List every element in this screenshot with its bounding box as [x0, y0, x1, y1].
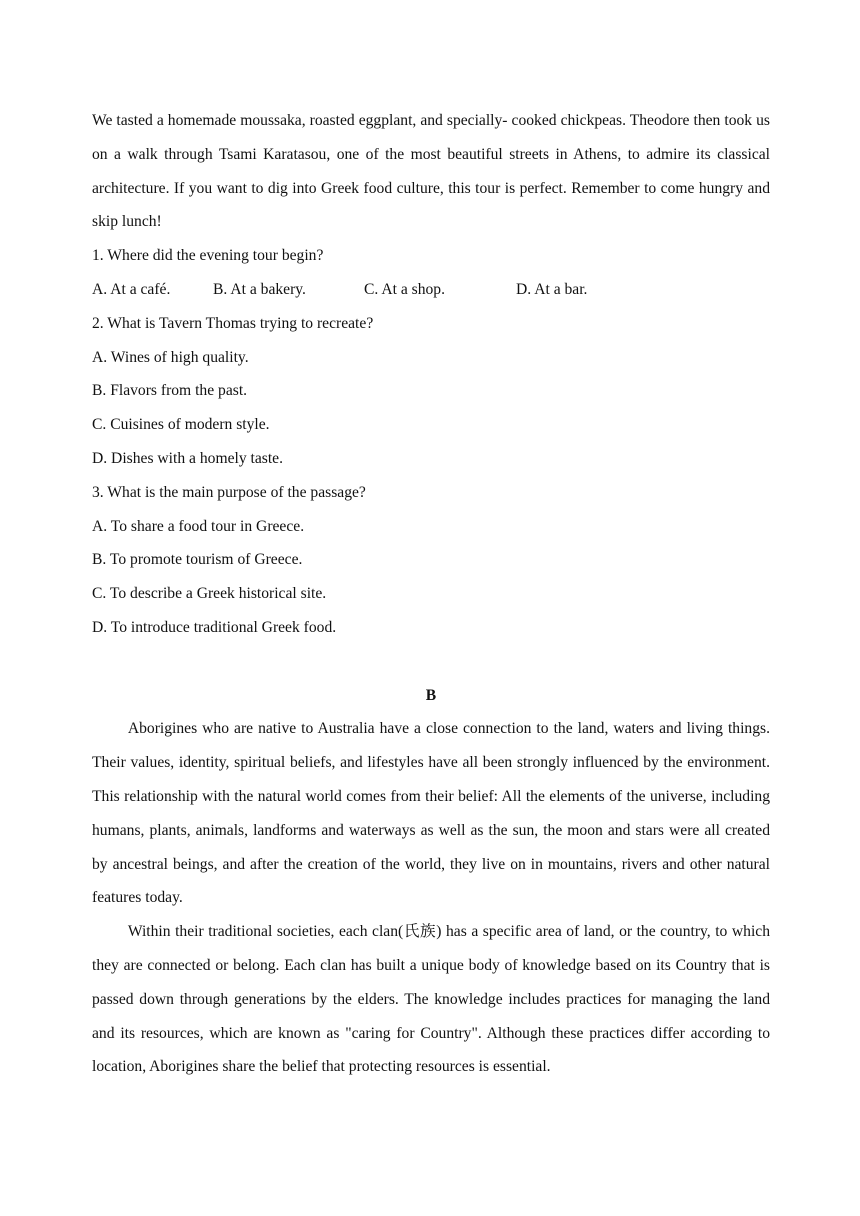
question-stem: 1. Where did the evening tour begin? [92, 247, 324, 265]
option-b: B. At a bakery. [213, 280, 306, 298]
section-b-paragraph-1: Aborigines who are native to Australia have a close connection to the land, waters and living things. Their values, identity, spiritual beliefs, and lifestyles have all been strongly influenced by the environment. This relationship with the natural world comes from their belief: All the elements of the universe, including humans, plants, animals, landforms and waterways as well as the sun, the moon and stars were all created by ancestral beings, and after the creation of the world, they live on in mountains, rivers and other natural features today. [92, 720, 770, 907]
question-options [92, 273, 770, 307]
option-c: C. To describe a Greek historical site. [92, 585, 327, 603]
option-d: D. To introduce traditional Greek food. [92, 618, 337, 636]
section-b-title: B [425, 686, 437, 704]
question-stem: 3. What is the main purpose of the passage? [92, 483, 366, 501]
passage-a-ending: We tasted a homemade moussaka, roasted eggplant, and specially- cooked chickpeas. Theodore then took us on a walk through Tsami Karatasou, one of the most beautiful streets in Athens, to admire its classical architecture. If you want to dig into Greek food culture, this tour is perfect. Remember to come hungry and skip lunch! [92, 112, 770, 231]
option-d: D. At a bar. [516, 280, 588, 298]
question-2 [92, 307, 770, 476]
section-b-paragraph-2: Within their traditional societies, each clan(氏族) has a specific area of land, or the country, to which they are connected or belong. Each clan has built a unique body of knowledge based on its Country that is passed down through generations by the elders. The knowledge includes practices for managing the land and its resources, which are known as "caring for Country". Although these practices differ according to location, Aborigines share the belief that protecting resources is essential. [92, 923, 770, 1076]
option-c: C. At a shop. [364, 280, 446, 298]
option-c: C. Cuisines of modern style. [92, 416, 270, 434]
question-3 [92, 476, 770, 645]
option-b: B. Flavors from the past. [92, 382, 248, 400]
option-a: A. Wines of high quality. [92, 348, 249, 366]
option-b: B. To promote tourism of Greece. [92, 551, 303, 569]
option-d: D. Dishes with a homely taste. [92, 449, 283, 467]
question-stem: 2. What is Tavern Thomas trying to recreate? [92, 314, 374, 332]
document-page [92, 104, 770, 1084]
option-a: A. At a café. [92, 280, 171, 298]
option-a: A. To share a food tour in Greece. [92, 517, 305, 535]
question-1 [92, 239, 770, 307]
section-spacer [92, 645, 770, 679]
